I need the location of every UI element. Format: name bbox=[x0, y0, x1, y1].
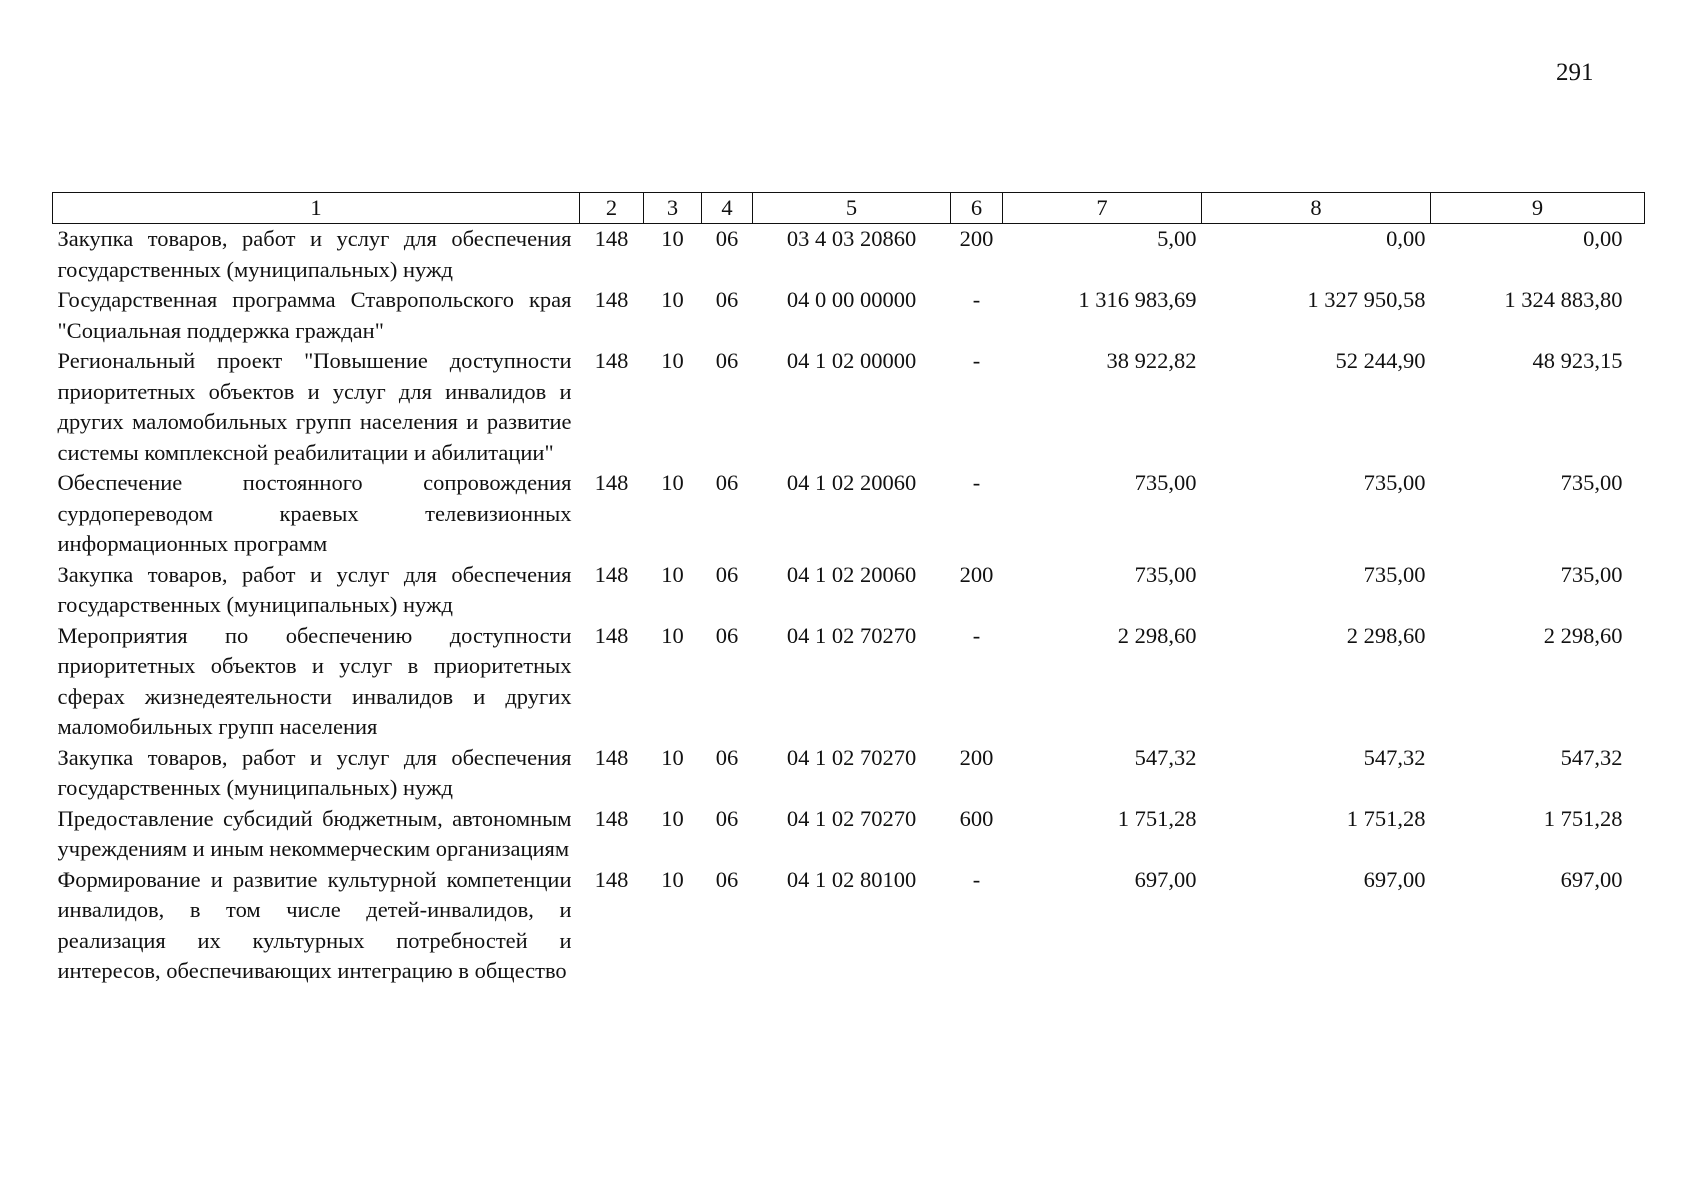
table-row bbox=[53, 865, 1645, 987]
row-description: Предоставление субсидий бюджетным, автономным учреждениям и иным некоммерческим организациям bbox=[57, 805, 572, 861]
table-row bbox=[53, 621, 1645, 743]
column-header-4: 4 bbox=[702, 193, 753, 224]
row-amount-col9: 2 298,60 bbox=[1543, 622, 1623, 648]
row-ministry-code: 148 bbox=[594, 744, 629, 770]
column-header-1: 1 bbox=[53, 193, 580, 224]
column-header-2: 2 bbox=[580, 193, 644, 224]
row-target-article: 04 1 02 20060 bbox=[786, 561, 917, 587]
table-row bbox=[53, 224, 1645, 286]
row-amount-col9: 735,00 bbox=[1560, 470, 1623, 495]
row-target-article: 04 1 02 20060 bbox=[786, 470, 917, 495]
row-section-code: 10 bbox=[661, 866, 684, 892]
table-row bbox=[53, 560, 1645, 621]
column-header-8: 8 bbox=[1202, 193, 1431, 224]
row-expense-type: 200 bbox=[959, 226, 994, 251]
row-amount-col7: 1 316 983,69 bbox=[1078, 287, 1197, 312]
row-amount-col9: 1 751,28 bbox=[1543, 805, 1623, 831]
row-subsection-code: 06 bbox=[715, 805, 739, 831]
row-amount-col8: 547,32 bbox=[1363, 744, 1426, 770]
row-ministry-code: 148 bbox=[594, 226, 629, 251]
budget-table bbox=[52, 192, 1645, 987]
row-amount-col9: 547,32 bbox=[1560, 744, 1623, 770]
row-description: Обеспечение постоянного сопровождения сурдопереводом краевых телевизионных информационных программ bbox=[57, 470, 572, 556]
row-target-article: 04 1 02 80100 bbox=[786, 866, 917, 892]
row-amount-col7: 2 298,60 bbox=[1117, 622, 1197, 648]
row-subsection-code: 06 bbox=[715, 470, 739, 495]
row-ministry-code: 148 bbox=[594, 561, 629, 587]
row-description: Закупка товаров, работ и услуг для обеспечения государственных (муниципальных) нужд bbox=[57, 226, 572, 282]
row-ministry-code: 148 bbox=[594, 866, 629, 892]
row-amount-col9: 0,00 bbox=[1583, 226, 1623, 251]
table-header-row bbox=[53, 193, 1645, 224]
row-target-article: 04 1 02 70270 bbox=[786, 744, 917, 770]
row-amount-col7: 697,00 bbox=[1134, 866, 1197, 892]
page-number: 291 bbox=[1556, 59, 1594, 86]
table-row bbox=[53, 468, 1645, 560]
row-amount-col9: 1 324 883,80 bbox=[1504, 287, 1623, 312]
row-expense-type: - bbox=[972, 287, 981, 312]
table-row bbox=[53, 346, 1645, 468]
row-description: Государственная программа Ставропольского края "Социальная поддержка граждан" bbox=[57, 287, 572, 343]
column-header-6: 6 bbox=[951, 193, 1003, 224]
table-row bbox=[53, 743, 1645, 804]
row-subsection-code: 06 bbox=[715, 866, 739, 892]
row-expense-type: - bbox=[972, 866, 981, 892]
row-amount-col8: 735,00 bbox=[1363, 470, 1426, 495]
row-amount-col8: 697,00 bbox=[1363, 866, 1426, 892]
row-description: Закупка товаров, работ и услуг для обеспечения государственных (муниципальных) нужд bbox=[57, 561, 572, 617]
row-section-code: 10 bbox=[661, 348, 684, 373]
row-description: Формирование и развитие культурной компетенции инвалидов, в том числе детей-инвалидов, и реализация их культурных потребностей и интересов, обеспечивающих интеграцию в общество bbox=[57, 866, 572, 983]
row-amount-col8: 735,00 bbox=[1363, 561, 1426, 587]
row-subsection-code: 06 bbox=[715, 622, 739, 648]
column-header-7: 7 bbox=[1003, 193, 1202, 224]
row-amount-col7: 735,00 bbox=[1134, 470, 1197, 495]
row-amount-col9: 48 923,15 bbox=[1532, 348, 1623, 373]
row-subsection-code: 06 bbox=[715, 744, 739, 770]
row-ministry-code: 148 bbox=[594, 287, 629, 312]
row-ministry-code: 148 bbox=[594, 470, 629, 495]
row-amount-col7: 1 751,28 bbox=[1117, 805, 1197, 831]
row-amount-col8: 1 327 950,58 bbox=[1307, 287, 1426, 312]
row-target-article: 04 1 02 70270 bbox=[786, 805, 917, 831]
budget-table-container bbox=[52, 192, 1644, 987]
row-ministry-code: 148 bbox=[594, 348, 629, 373]
table-row bbox=[53, 285, 1645, 346]
row-ministry-code: 148 bbox=[594, 622, 629, 648]
row-expense-type: - bbox=[972, 348, 981, 373]
row-subsection-code: 06 bbox=[715, 348, 739, 373]
row-subsection-code: 06 bbox=[715, 287, 739, 312]
row-section-code: 10 bbox=[661, 744, 684, 770]
row-expense-type: 200 bbox=[959, 744, 994, 770]
row-section-code: 10 bbox=[661, 805, 684, 831]
row-expense-type: - bbox=[972, 470, 981, 495]
row-expense-type: 200 bbox=[959, 561, 994, 587]
row-section-code: 10 bbox=[661, 622, 684, 648]
column-header-5: 5 bbox=[753, 193, 951, 224]
row-target-article: 03 4 03 20860 bbox=[786, 226, 917, 251]
row-description: Закупка товаров, работ и услуг для обеспечения государственных (муниципальных) нужд bbox=[57, 744, 572, 800]
row-amount-col7: 38 922,82 bbox=[1106, 348, 1197, 373]
row-target-article: 04 1 02 00000 bbox=[786, 348, 917, 373]
row-amount-col7: 5,00 bbox=[1157, 226, 1197, 251]
row-expense-type: - bbox=[972, 622, 981, 648]
table-row bbox=[53, 804, 1645, 865]
row-ministry-code: 148 bbox=[594, 805, 629, 831]
row-description: Региональный проект "Повышение доступности приоритетных объектов и услуг для инвалидов и других маломобильных групп населения и развитие системы комплексной реабилитации и абилитации" bbox=[57, 348, 572, 465]
row-description: Мероприятия по обеспечению доступности приоритетных объектов и услуг в приоритетных сферах жизнедеятельности инвалидов и других маломобильных групп населения bbox=[57, 622, 572, 739]
row-section-code: 10 bbox=[661, 561, 684, 587]
column-header-9: 9 bbox=[1431, 193, 1645, 224]
row-amount-col9: 697,00 bbox=[1560, 866, 1623, 892]
row-amount-col7: 735,00 bbox=[1134, 561, 1197, 587]
row-expense-type: 600 bbox=[959, 805, 994, 831]
row-amount-col9: 735,00 bbox=[1560, 561, 1623, 587]
row-target-article: 04 1 02 70270 bbox=[786, 622, 917, 648]
row-target-article: 04 0 00 00000 bbox=[786, 287, 917, 312]
column-header-3: 3 bbox=[644, 193, 702, 224]
row-section-code: 10 bbox=[661, 287, 684, 312]
row-subsection-code: 06 bbox=[715, 226, 739, 251]
row-amount-col8: 1 751,28 bbox=[1346, 805, 1426, 831]
row-subsection-code: 06 bbox=[715, 561, 739, 587]
row-amount-col8: 2 298,60 bbox=[1346, 622, 1426, 648]
row-amount-col8: 52 244,90 bbox=[1335, 348, 1426, 373]
row-amount-col8: 0,00 bbox=[1386, 226, 1426, 251]
row-section-code: 10 bbox=[661, 226, 684, 251]
row-section-code: 10 bbox=[661, 470, 684, 495]
row-amount-col7: 547,32 bbox=[1134, 744, 1197, 770]
